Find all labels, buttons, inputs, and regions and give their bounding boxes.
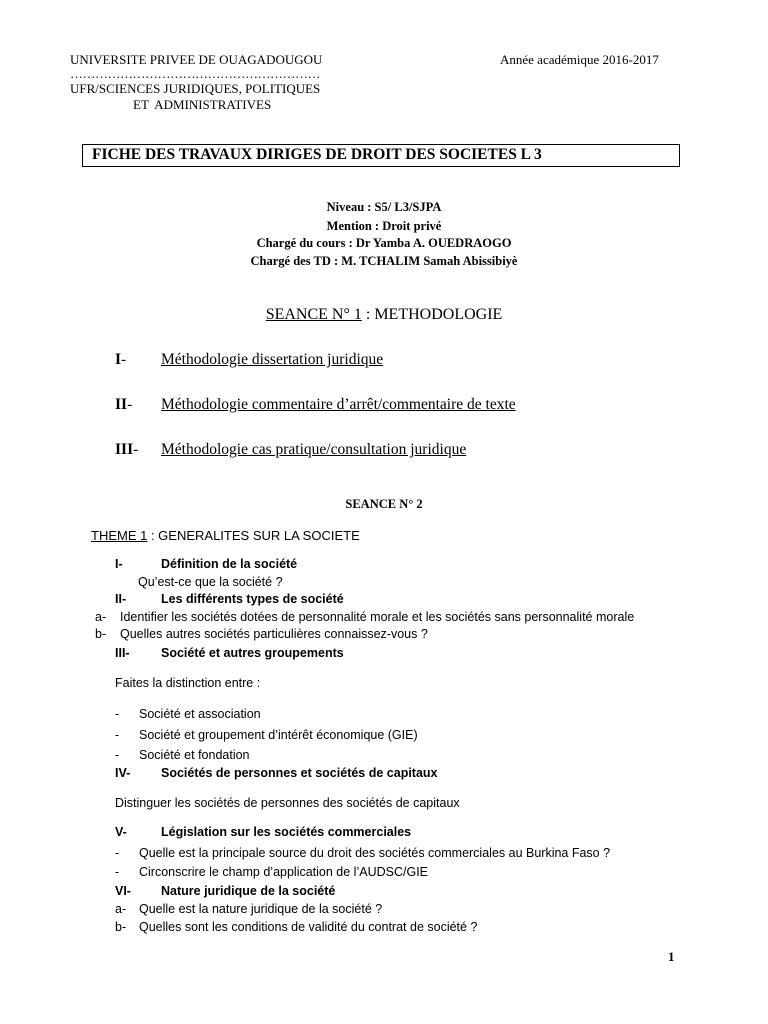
bullet-marker: - (115, 846, 120, 860)
seance-1-item-label: Méthodologie dissertation juridique (161, 351, 384, 368)
bullet-marker: - (115, 865, 120, 879)
bullet-text: Circonscrire le champ d’application de l’AUDSC/GIE (139, 865, 429, 879)
paragraph-text: Distinguer les sociétés de personnes des sociétés de capitaux (115, 796, 460, 810)
bullet-text: Société et fondation (139, 748, 250, 762)
seance-2-heading: SEANCE N° 2 (345, 497, 423, 511)
header-dots: …………………………………………………… (70, 66, 320, 81)
bullet-text: Société et groupement d’intérêt économique (GIE) (139, 728, 418, 742)
question-text: Identifier les sociétés dotées de personnalité morale et les sociétés sans personnalité morale (120, 610, 635, 624)
bullet-text: Société et association (139, 707, 261, 721)
paragraph-text: Faites la distinction entre : (115, 676, 261, 690)
section-number: VI- (115, 884, 131, 898)
section-number: III- (115, 646, 130, 660)
bullet-marker: - (115, 748, 120, 762)
university-name: UNIVERSITE PRIVEE DE OUAGADOUGOU (70, 52, 323, 67)
section-title: Législation sur les sociétés commerciales (161, 825, 412, 839)
seance-1-subject: : METHODOLOGIE (361, 306, 503, 323)
section-number: IV- (115, 766, 131, 780)
seance-1-number: SEANCE N° 1 (265, 306, 362, 323)
bullet-marker: - (115, 707, 120, 721)
section-title: Les différents types de société (161, 592, 344, 606)
ufr-line-1: UFR/SCIENCES JURIDIQUES, POLITIQUES (70, 81, 321, 96)
page-number: 1 (668, 949, 675, 964)
theme-1-label: THEME 1 (91, 528, 148, 543)
section-number: V- (115, 825, 127, 839)
ufr-line-2: ET ADMINISTRATIVES (133, 97, 272, 112)
theme-1-heading (91, 528, 360, 543)
bullet-text: Quelle est la principale source du droit des sociétés commerciales au Burkina Faso ? (139, 846, 611, 860)
seance-1-item-label: Méthodologie cas pratique/consultation juridique (161, 441, 467, 458)
bullet-marker: - (115, 728, 120, 742)
list-marker: a- (95, 610, 107, 624)
seance-1-item-marker: II- (115, 396, 133, 413)
info-niveau: Niveau : S5/ L3/SJPA (326, 200, 442, 214)
question-text: Qu’est-ce que la société ? (138, 575, 283, 589)
theme-1-subject: : GENERALITES SUR LA SOCIETE (147, 528, 360, 543)
section-title: Sociétés de personnes et sociétés de capitaux (161, 766, 438, 780)
question-text: Quelle est la nature juridique de la société ? (139, 902, 383, 916)
list-marker: a- (115, 902, 127, 916)
document-title: FICHE DES TRAVAUX DIRIGES DE DROIT DES SOCIETES L 3 (92, 146, 542, 163)
info-charge-cours: Chargé du cours : Dr Yamba A. OUEDRAOGO (256, 236, 512, 250)
seance-1-heading (0, 306, 768, 324)
section-number: I- (115, 557, 123, 571)
info-charge-td: Chargé des TD : M. TCHALIM Samah Abissibiyè (250, 254, 518, 268)
section-number: II- (115, 592, 127, 606)
seance-1-item-marker: I- (115, 351, 127, 368)
section-title: Nature juridique de la société (161, 884, 336, 898)
question-text: Quelles sont les conditions de validité du contrat de société ? (139, 920, 478, 934)
seance-1-item-marker: III- (115, 441, 139, 458)
info-mention: Mention : Droit privé (326, 219, 442, 233)
section-title: Société et autres groupements (161, 646, 344, 660)
academic-year: Année académique 2016-2017 (500, 52, 659, 67)
list-marker: b- (95, 627, 107, 641)
question-text: Quelles autres sociétés particulières connaissez-vous ? (120, 627, 428, 641)
list-marker: b- (115, 920, 127, 934)
seance-1-item-label: Méthodologie commentaire d’arrêt/commentaire de texte (161, 396, 516, 413)
section-title: Définition de la société (161, 557, 298, 571)
